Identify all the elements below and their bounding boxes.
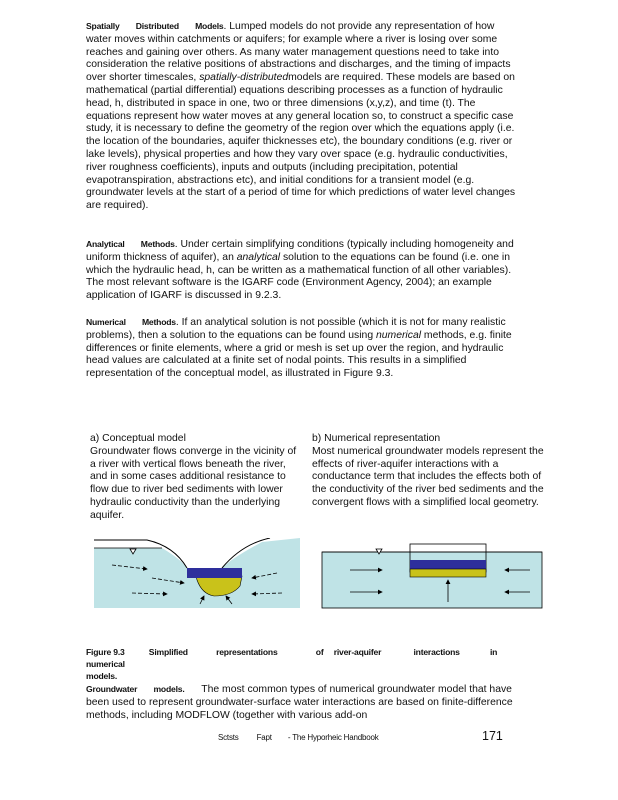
text: methods, e.g. finite differences or finite elements, where a grid or mesh is set up over the region, and hydraulic head values are calculated at a finite set of nodal points. This results in a simplified representation of the conceptual model, as illustrated in Figure 9.3.	[86, 329, 512, 380]
text: . Under certain simplifying conditions (typically including homogeneity and uniform thickness of aquifer), an	[86, 239, 514, 263]
figure-panel-a-text	[90, 433, 302, 523]
paragraph-numerical-methods	[86, 316, 516, 381]
caption-word: representations	[216, 647, 278, 657]
paragraph-spatially-distributed	[86, 20, 516, 213]
caption-word: interactions	[413, 647, 460, 657]
text: models are required. These models are based on mathematical (partial differential) equations describing processes as a function of hydraulic head, h, distributed in space in one, two or three dimensions (x,y,z), and time (t). The equations represent how water moves at any general location so, to construct a specific case study, it is necessary to define the geometry of the region over which the equations apply (i.e. the location of the boundaries, aquifer thicknesses etc), the boundary conditions (e.g. river or lake levels), physical properties and how they vary over space (e.g. hydraulic conductivities, river roughness coefficients), inputs and outputs (including precipitation, potential evapotranspiration, abstractions etc), and initial conditions for a transient model (e.g. groundwater levels at the start of a period of time for which predictions of water level changes are required).	[86, 72, 516, 212]
numerical-representation-diagram	[320, 542, 544, 610]
paragraph-analytical-methods	[86, 238, 516, 303]
heading-numerical-methods: Numerical Methods	[86, 317, 176, 327]
river	[410, 560, 486, 569]
figure-panel-b-text	[312, 433, 546, 510]
heading-spatially-distributed: Spatially Distributed Models	[86, 21, 224, 31]
footer-title: - The Hyporheic Handbook	[287, 733, 379, 742]
emphasis: analytical	[236, 251, 281, 263]
text: solution to the equations can be found (i.e. one in which the hydraulic head, h, can be written as a mathematical function of all other variables). The most relevant software is the IGARF code (Environment Agency, 2004); an example application of IGARF is discussed in 9.2.3.	[86, 251, 512, 302]
figure-label: Figure 9.3	[86, 647, 125, 657]
page-number: 171	[482, 729, 503, 743]
caption-last-line: models.	[86, 671, 118, 681]
heading-groundwater-models: Groundwater models.	[86, 684, 185, 694]
footer-left-1: Sctsts	[218, 733, 239, 742]
river	[187, 568, 242, 578]
paragraph-groundwater-models	[86, 683, 516, 722]
panel-b-description: Most numerical groundwater models represent the effects of river-aquifer interactions with a conductance term that includes the effects both of the conductivity of the river bed sediments and the convergent flows with a simplified local geometry.	[312, 445, 544, 508]
text: . Lumped models do not provide any representation of how water moves within catchments or aquifers; for example where a river is losing over some reaches and gaining over others. As many water management questions need to take into consideration the relative positions of abstractions and discharges, and the timing of impacts over shorter timescales,	[86, 21, 511, 84]
caption-word: of	[315, 647, 324, 657]
panel-a-description: Groundwater flows converge in the vicinity of a river with vertical flows beneath the river, and in some cases additional resistance to flow due to river bed sediments with lower hydraulic conductivity than the underlying aquifer.	[90, 445, 297, 521]
panel-b-title: b) Numerical representation	[312, 433, 441, 444]
riverbed-sediment	[410, 569, 486, 577]
caption-word: river-aquifer	[333, 647, 382, 657]
emphasis: spatially-distributed	[199, 72, 289, 84]
caption-word: numerical	[86, 659, 125, 669]
conceptual-model-diagram	[92, 538, 302, 608]
text: The most common types of numerical groundwater model that have been used to represent groundwater-surface water interactions are based on finite-difference methods, including MODFLOW (together with various add-on	[86, 684, 513, 721]
text: . If an analytical solution is not possible (which it is not for many realistic problems), then a solution to the equations can be found using	[86, 317, 506, 341]
footer-left-2: Fapt	[256, 733, 272, 742]
caption-word: Simplified	[148, 647, 188, 657]
panel-a-title: a) Conceptual model	[90, 433, 186, 444]
caption-word: in	[489, 647, 498, 657]
page-footer	[218, 729, 518, 743]
figure-caption	[86, 646, 516, 682]
heading-analytical-methods: Analytical Methods	[86, 239, 175, 249]
emphasis: numerical	[375, 329, 422, 341]
